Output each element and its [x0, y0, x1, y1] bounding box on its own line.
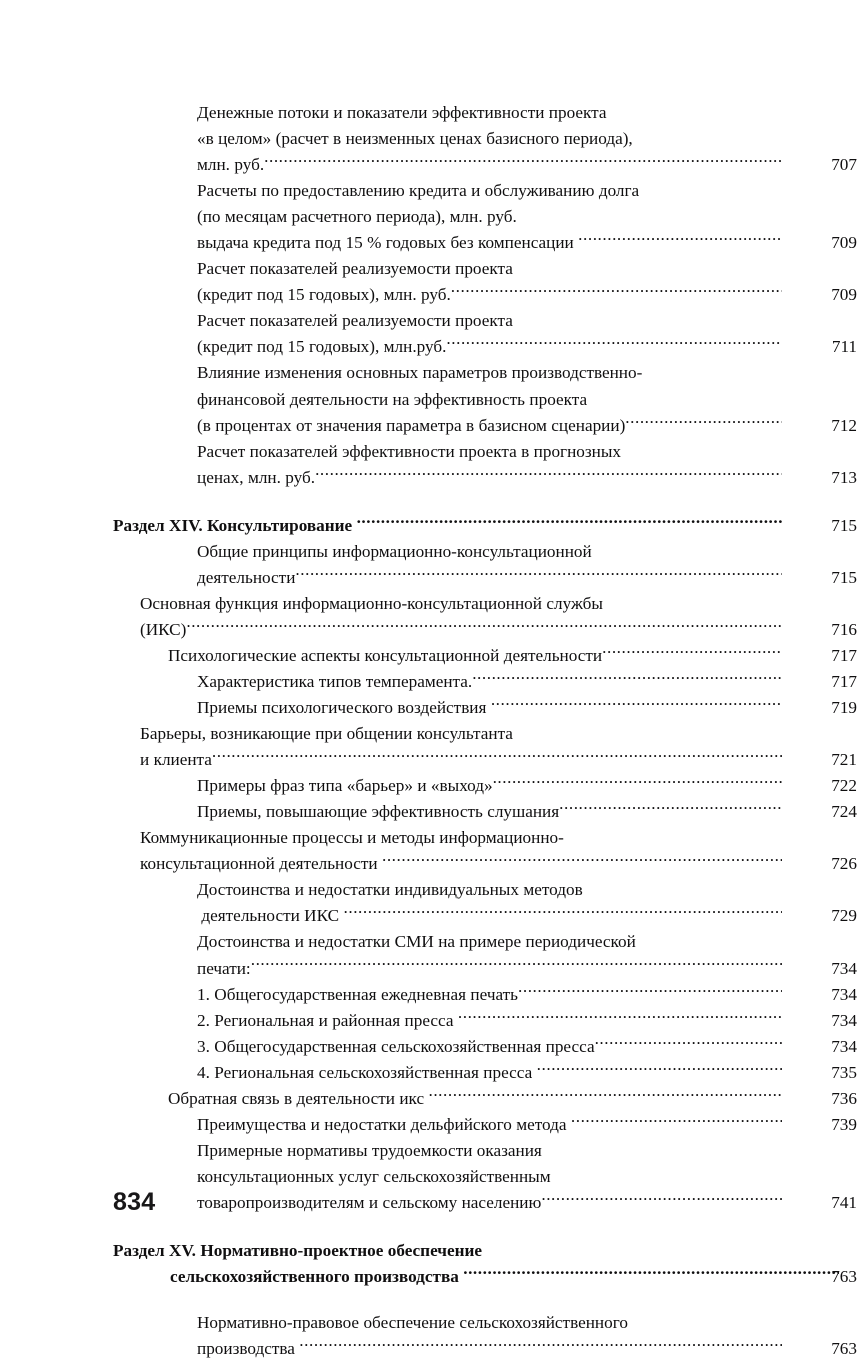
toc-entry-last-line [197, 982, 782, 1008]
toc-entry-last-line [140, 617, 782, 643]
toc-entry-line: Расчет показателей реализуемости проекта [197, 259, 513, 279]
toc-entry-title: (кредит под 15 годовых), млн. руб. [197, 285, 451, 305]
toc-entry-line: финансовой деятельности на эффективность проекта [197, 389, 588, 409]
toc-entry-title: (в процентах от значения параметра в базисном сценарии) [197, 415, 626, 435]
toc-page-number: 712 [831, 415, 857, 435]
dot-leader [491, 696, 782, 713]
toc-page-number: 717 [831, 671, 857, 691]
toc-page-number: 729 [826, 906, 857, 926]
dot-leader [295, 566, 782, 583]
toc-entry-line: Влияние изменения основных параметров производственно- [197, 363, 643, 383]
toc-page-number: 713 [831, 467, 857, 487]
toc-entry[interactable] [197, 539, 857, 591]
page-folio-number: 834 [113, 1188, 156, 1216]
toc-page-number: 734 [826, 984, 857, 1004]
toc-entry-title: млн. руб. [197, 155, 265, 175]
dot-leader [625, 413, 782, 430]
toc-entry[interactable] [140, 825, 857, 877]
toc-entry-last-line [197, 413, 782, 439]
toc-entry-title: сельскохозяйственного производства [170, 1267, 464, 1287]
toc-entry-last-line [168, 643, 782, 669]
toc-page-number: 709 [826, 233, 857, 253]
toc-page-number: 709 [826, 285, 857, 305]
dot-leader [458, 1008, 782, 1025]
toc-page-number: 734 [826, 958, 857, 978]
toc-entry-line: Достоинства и недостатки СМИ на примере периодической [197, 932, 636, 952]
toc-entry-title: 4. Региональная сельскохозяйственная пресса [197, 1062, 537, 1082]
toc-entry-line: «в целом» (расчет в неизменных ценах базисного периода), [197, 129, 633, 149]
toc-entry-line: Расчет показателей реализуемости проекта [197, 311, 513, 331]
toc-entry-line: Общие принципы информационно-консультационной [197, 541, 592, 561]
dot-leader [251, 956, 782, 973]
toc-entry-title: Характеристика типов темперамента. [197, 671, 473, 691]
toc-entry-title: деятельности [197, 567, 296, 587]
toc-entry-line: Основная функция информационно-консультационной службы [140, 593, 603, 613]
toc-entry-title: товаропроизводителям и сельскому населению [197, 1192, 542, 1212]
toc-entry-line: (по месяцам расчетного периода), млн. руб. [197, 207, 517, 227]
dot-leader [559, 800, 782, 817]
toc-page-number: 763 [826, 1267, 857, 1287]
toc-entry-last-line [197, 1112, 782, 1138]
toc-entry-title: деятельности ИКС [197, 906, 344, 926]
dot-leader [472, 670, 782, 687]
toc-entry[interactable] [197, 1112, 857, 1138]
toc-page-number: 726 [826, 854, 857, 874]
toc-entry-last-line [140, 747, 782, 773]
toc-page-number: 711 [831, 337, 857, 357]
toc-entry-title: консультационной деятельности [140, 854, 382, 874]
toc-entry[interactable] [197, 669, 857, 695]
dot-leader [537, 1061, 782, 1078]
toc-entry-title: печати: [197, 958, 251, 978]
toc-entry-last-line [197, 565, 782, 591]
toc-page-number: 741 [831, 1192, 857, 1212]
toc-page-number: 734 [826, 1010, 857, 1030]
toc-entry-title: Раздел XIV. Консультирование [113, 515, 357, 535]
toc-page-number: 715 [831, 567, 857, 587]
toc-entry-last-line [197, 282, 782, 308]
toc-entry-line: Достоинства и недостатки индивидуальных методов [197, 880, 583, 900]
toc-entry-last-line [197, 230, 782, 256]
toc-entry-line: Расчет показателей эффективности проекта в прогнозных [197, 441, 622, 461]
toc-entry[interactable] [140, 721, 857, 773]
toc-entry-last-line [197, 799, 782, 825]
toc-entry[interactable] [140, 591, 857, 643]
toc-entry-title: Приемы психологического воздействия [197, 698, 491, 718]
toc-entry-title: и клиента [140, 750, 212, 770]
toc-page-number: 716 [831, 619, 857, 639]
toc-entry-last-line [168, 1086, 782, 1112]
toc-entry-title: 2. Региональная и районная пресса [197, 1010, 458, 1030]
dot-leader [428, 1087, 782, 1104]
dot-leader [451, 283, 782, 300]
toc-entry-last-line [197, 1060, 782, 1086]
dot-leader [571, 1113, 782, 1130]
toc-entry-last-line [197, 956, 782, 982]
toc-entry[interactable] [197, 360, 857, 438]
toc-entry[interactable] [197, 929, 857, 981]
toc-entry-title: (ИКС) [140, 619, 187, 639]
dot-leader [299, 1337, 782, 1354]
toc-entry-last-line [197, 695, 782, 721]
toc-page-number: 724 [826, 802, 857, 822]
toc-entry[interactable] [113, 513, 857, 539]
toc-page-number: 722 [826, 776, 857, 796]
toc-entry[interactable] [197, 100, 857, 178]
toc-entry-title: Преимущества и недостатки дельфийского метода [197, 1114, 571, 1134]
dot-leader [344, 904, 783, 921]
toc-page-number: 719 [831, 698, 857, 718]
toc-entry-title: выдача кредита под 15 % годовых без компенсации [197, 233, 579, 253]
toc-entry[interactable] [197, 799, 857, 825]
dot-leader [212, 748, 782, 765]
toc-entry-title: 1. Общегосударственная ежедневная печать [197, 984, 519, 1004]
toc-entry-line: Расчеты по предоставлению кредита и обслуживанию долга [197, 181, 640, 201]
toc-entry[interactable] [168, 643, 857, 669]
toc-entry-last-line [197, 1190, 782, 1216]
dot-leader [578, 231, 782, 248]
toc-page-number: 721 [826, 750, 857, 770]
toc-entry-title: Приемы, повышающие эффективность слушания [197, 802, 560, 822]
toc-entry-last-line [197, 152, 782, 178]
dot-leader [595, 1034, 782, 1051]
toc-entry[interactable] [197, 256, 857, 308]
dot-leader [315, 465, 782, 482]
toc-entry-line: Нормативно-правовое обеспечение сельскохозяйственного [197, 1313, 628, 1333]
toc-page-number: 717 [831, 645, 857, 665]
toc-entry[interactable] [197, 695, 857, 721]
dot-leader [357, 514, 782, 531]
toc-page-number: 707 [826, 155, 857, 175]
toc-page-number: 739 [826, 1114, 857, 1134]
toc-entry[interactable] [197, 308, 857, 360]
toc-entry-title: производства [197, 1339, 300, 1359]
toc-page-number: 715 [831, 515, 857, 535]
dot-leader [186, 618, 782, 635]
toc-entry-title: ценах, млн. руб. [197, 467, 316, 487]
toc-entry-line: Раздел XV. Нормативно-проектное обеспечение [113, 1240, 483, 1260]
toc-entry[interactable] [197, 178, 857, 256]
toc-entry-last-line [197, 334, 782, 360]
toc-entry[interactable] [197, 439, 857, 491]
toc-entry-last-line [197, 1008, 782, 1034]
toc-page-number: 735 [826, 1062, 857, 1082]
toc-page-number: 736 [826, 1088, 857, 1108]
toc-page-number: 734 [826, 1036, 857, 1056]
toc-entry-line: Коммуникационные процессы и методы информационно- [140, 828, 564, 848]
dot-leader [602, 644, 782, 661]
toc-entry-line: консультационных услуг сельскохозяйственным [197, 1166, 551, 1186]
dot-leader [446, 335, 782, 352]
toc-entry-last-line [197, 773, 782, 799]
dot-leader [493, 774, 782, 791]
dot-leader [541, 1191, 782, 1208]
toc-page-number: 763 [826, 1339, 857, 1359]
toc-entry[interactable] [113, 1238, 857, 1290]
toc-entry-line: Примерные нормативы трудоемкости оказания [197, 1140, 542, 1160]
toc-entry-title: Обратная связь в деятельности икс [168, 1088, 429, 1108]
toc-entry[interactable] [197, 1060, 857, 1086]
toc-entry-title: Примеры фраз типа «барьер» и «выход» [197, 776, 493, 796]
toc-entry[interactable] [197, 1008, 857, 1034]
toc-entry-line: Барьеры, возникающие при общении консультанта [140, 724, 513, 744]
toc-entry-title: Психологические аспекты консультационной деятельности [168, 645, 603, 665]
toc-entry-last-line [170, 1264, 839, 1290]
toc-entry-last-line [197, 669, 782, 695]
toc-entry-last-line [197, 1336, 782, 1362]
toc-entry[interactable] [168, 1086, 857, 1112]
toc-entry[interactable] [197, 773, 857, 799]
dot-leader [518, 982, 782, 999]
toc-entry-last-line [140, 851, 782, 877]
dot-leader [264, 153, 782, 170]
toc-entry-title: 3. Общегосударственная сельскохозяйственная пресса [197, 1036, 595, 1056]
toc-entry[interactable] [197, 877, 857, 929]
toc-entry-title: (кредит под 15 годовых), млн.руб. [197, 337, 447, 357]
toc-entry[interactable] [197, 1034, 857, 1060]
toc-entry-line: Денежные потоки и показатели эффективности проекта [197, 103, 607, 122]
toc-entry-last-line [197, 465, 782, 491]
toc-entry[interactable] [197, 1310, 857, 1362]
toc-entry-last-line [197, 903, 782, 929]
dot-leader [382, 852, 782, 869]
toc-entry[interactable] [197, 982, 857, 1008]
toc-entry-last-line [113, 513, 782, 539]
toc-entry-last-line [197, 1034, 782, 1060]
toc-entry[interactable] [197, 1138, 857, 1216]
